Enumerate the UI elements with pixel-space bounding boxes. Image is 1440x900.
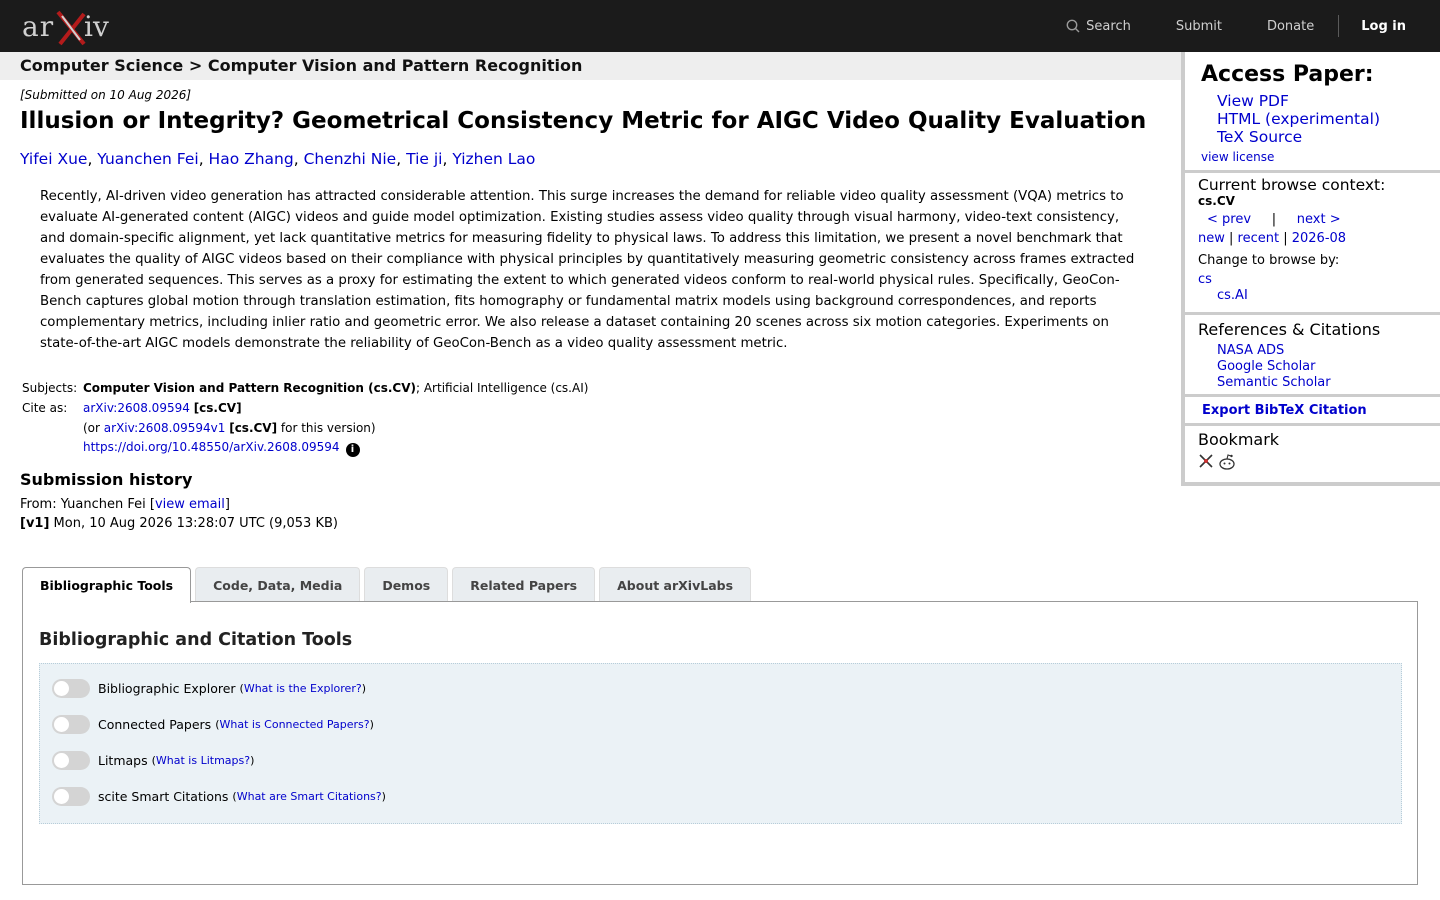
tab-panel [22, 601, 1418, 885]
browse-csai-link[interactable]: cs.AI [1217, 288, 1248, 303]
tab-about-arxivlabs[interactable]: About arXivLabs [599, 567, 751, 602]
svg-text:iv: iv [84, 10, 109, 43]
sidebar-divider [1185, 312, 1440, 315]
tool-row-scite: scite Smart Citations (What are Smart Citations?) [52, 787, 386, 806]
month-link[interactable]: 2026-08 [1291, 231, 1347, 246]
nav-search-label: Search [1086, 18, 1131, 34]
submission-date: [Submitted on 10 Aug 2026] [20, 88, 192, 102]
access-links [1217, 92, 1380, 146]
bookmark-icons [1198, 453, 1236, 471]
browse-cs-link[interactable]: cs [1198, 272, 1212, 287]
sidebar [1181, 52, 1440, 486]
tool-row-bibliographic-explorer: Bibliographic Explorer (What is the Explorer?) [52, 679, 366, 698]
cite-or-prefix: (or [83, 421, 104, 435]
login-link[interactable]: Log in [1361, 18, 1406, 34]
tex-source-link[interactable]: TeX Source [1217, 128, 1303, 146]
litmaps-toggle[interactable] [52, 751, 90, 770]
tool-label: scite Smart Citations [98, 789, 229, 804]
browse-context-code: cs.CV [1198, 194, 1235, 208]
tool-label: Litmaps [98, 753, 148, 768]
submission-history-title: Submission history [20, 470, 193, 489]
scite-toggle[interactable] [52, 787, 90, 806]
tab-demos[interactable]: Demos [364, 567, 448, 602]
author-link[interactable]: Hao Zhang [208, 150, 294, 168]
view-pdf-link[interactable]: View PDF [1217, 92, 1289, 110]
cite-row [22, 398, 588, 418]
export-bibtex-link[interactable]: Export BibTeX Citation [1202, 403, 1367, 418]
svg-text:ar: ar [22, 10, 55, 43]
view-license-link[interactable]: view license [1201, 150, 1275, 164]
version-entry [20, 514, 338, 533]
tool-help-link[interactable]: What are Smart Citations? [236, 790, 382, 803]
version-text: Mon, 10 Aug 2026 13:28:07 UTC (9,053 KB) [49, 516, 338, 531]
browse-prev-next [1207, 212, 1341, 227]
nav-submit-link[interactable]: Submit [1175, 18, 1222, 34]
tab-bibliographic-tools[interactable]: Bibliographic Tools [22, 567, 191, 603]
from-prefix: From: Yuanchen Fei [ [20, 497, 155, 512]
prev-link[interactable]: < prev [1207, 212, 1252, 227]
sidebar-divider [1185, 394, 1440, 397]
html-experimental-link[interactable]: HTML (experimental) [1217, 110, 1380, 128]
tool-label: Connected Papers [98, 717, 212, 732]
author-list: Yifei Xue, Yuanchen Fei, Hao Zhang, Chenzhi Nie, Tie ji, Yizhen Lao [20, 150, 536, 168]
references-title: References & Citations [1198, 320, 1381, 339]
metadata-table [22, 378, 588, 458]
bibliographic-explorer-toggle[interactable] [52, 679, 90, 698]
tab-code-data-media[interactable]: Code, Data, Media [195, 567, 360, 602]
labs-tabs [22, 567, 755, 602]
cite-version-suffix: for this version) [277, 421, 376, 435]
new-link[interactable]: new [1198, 231, 1225, 246]
top-header [0, 0, 1440, 52]
tool-help-link[interactable]: What is the Explorer? [243, 682, 362, 695]
info-icon[interactable]: i [346, 443, 360, 457]
change-browse-label: Change to browse by: [1198, 253, 1340, 268]
sidebar-divider [1185, 170, 1440, 173]
next-link[interactable]: next > [1296, 212, 1341, 227]
recent-link[interactable]: recent [1237, 231, 1280, 246]
subjects-label: Subjects: [22, 381, 78, 395]
paper-title: Illusion or Integrity? Geometrical Consistency Metric for AIGC Video Quality Evaluation [20, 108, 1147, 134]
tab-related-papers[interactable]: Related Papers [452, 567, 595, 602]
tool-label: Bibliographic Explorer [98, 681, 236, 696]
author-link[interactable]: Yizhen Lao [452, 150, 536, 168]
cite-label: Cite as: [22, 401, 68, 415]
semantic-scholar-link[interactable]: Semantic Scholar [1217, 375, 1331, 390]
version-tag[interactable]: [v1] [20, 516, 50, 531]
connected-papers-toggle[interactable] [52, 715, 90, 734]
browse-listing-links: new | recent | 2026-08 [1198, 231, 1347, 246]
breadcrumb[interactable]: Computer Science > Computer Vision and Pattern Recognition [20, 56, 583, 75]
cite-category: [cs.CV] [193, 401, 242, 415]
tools-box [39, 663, 1402, 824]
references-links [1217, 343, 1331, 391]
sidebar-divider [1185, 423, 1440, 426]
cite-version-category: [cs.CV] [229, 421, 278, 435]
tool-help-link[interactable]: What is Connected Papers? [219, 718, 370, 731]
abstract: Recently, AI-driven video generation has attracted considerable attention. This surge increases the demand for reliable video quality assessment (VQA) metrics to evaluate AI-generated content (AIGC) videos and guide model optimization. Existing studies assess video quality through visual harmony, video-text consistency, and domain-specific alignment, yet lack quantitative metrics for measuring fidelity to physical laws. To address this limitation, we present a novel benchmark that evaluates the quality of AIGC videos based on their compliance with physical principles by quantitatively measuring geometric consistency across frames extracted from generated sequences. This serves as a proxy for estimating the extent to which generated videos conform to real-world physical rules. Specifically, GeoCon-Bench captures global motion through translation estimation, fits homography or fundamental matrix models using background correspondences, and reports complementary metrics, including inlier ratio and geometric error. We also release a dataset containing 20 scenes across six motion categories. Experiments on state-of-the-art AIGC models demonstrate the reliability of GeoCon-Bench as a video quality assessment metric. [40, 189, 1135, 351]
nav-divider [1338, 15, 1339, 37]
subjects-value [83, 381, 588, 395]
author-link[interactable]: Yifei Xue [20, 150, 88, 168]
submission-history [20, 495, 338, 533]
tool-row-connected-papers: Connected Papers (What is Connected Papers?) [52, 715, 374, 734]
submission-from [20, 495, 338, 514]
breadcrumb-bar [0, 52, 1181, 80]
nasa-ads-link[interactable]: NASA ADS [1217, 343, 1285, 358]
access-paper-title: Access Paper: [1201, 62, 1374, 87]
from-suffix: ] [224, 497, 230, 512]
doi-link[interactable]: https://doi.org/10.48550/arXiv.2608.09594 [83, 439, 340, 454]
browse-context-title: Current browse context: [1198, 176, 1386, 194]
tool-row-litmaps: Litmaps (What is Litmaps?) [52, 751, 254, 770]
arxiv-version-link[interactable]: arXiv:2608.09594v1 [103, 421, 226, 435]
bookmark-title: Bookmark [1198, 430, 1280, 449]
subjects-row [22, 378, 588, 398]
primary-subject: Computer Vision and Pattern Recognition (cs.CV) [83, 381, 416, 395]
nav-separator: | [1271, 212, 1277, 227]
secondary-subjects: ; Artificial Intelligence (cs.AI) [415, 381, 589, 395]
author-link[interactable]: Yuanchen Fei [97, 150, 199, 168]
doi-row [22, 438, 588, 458]
google-scholar-link[interactable]: Google Scholar [1217, 359, 1316, 374]
reddit-icon[interactable] [1218, 453, 1236, 471]
arxiv-id-link[interactable]: arXiv:2608.09594 [83, 401, 190, 415]
author-link[interactable]: Chenzhi Nie [303, 150, 397, 168]
view-email-link[interactable]: view email [154, 497, 225, 512]
search-icon [1066, 19, 1080, 33]
panel-title: Bibliographic and Citation Tools [39, 630, 353, 650]
nav-donate-link[interactable]: Donate [1266, 18, 1315, 34]
author-link[interactable]: Tie ji [406, 150, 443, 168]
arxiv-logo[interactable] [22, 8, 114, 48]
bibsonomy-icon[interactable] [1198, 453, 1214, 469]
nav-search-link[interactable] [1066, 19, 1131, 34]
cite-version-row [22, 418, 588, 438]
tool-help-link[interactable]: What is Litmaps? [155, 754, 251, 767]
